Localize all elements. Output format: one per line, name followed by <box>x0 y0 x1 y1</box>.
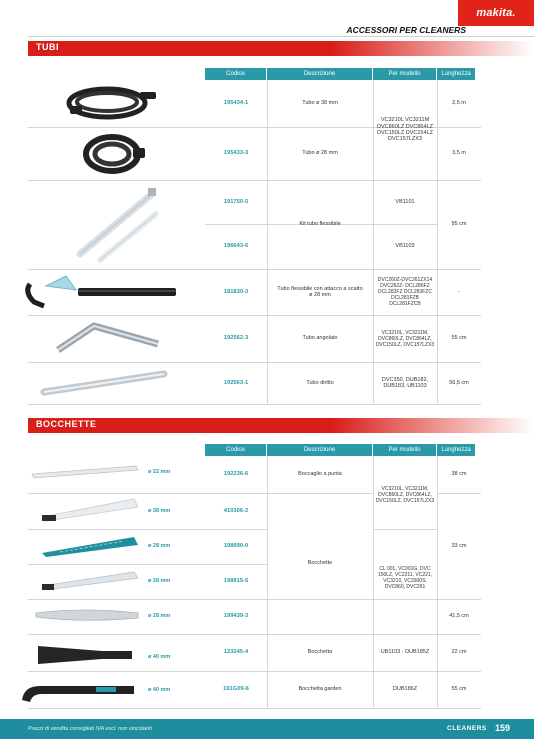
tubi-desc-5: Tubo flessibile con attacco a scatto ø 28 mm <box>277 285 363 298</box>
page-number: 159 <box>495 723 511 733</box>
bocchette-length-5: 41,5 cm <box>449 613 469 620</box>
angled-tube-image <box>54 318 164 358</box>
bocchette-code-2: 410306-2 <box>223 507 249 514</box>
tubi-kit-description: Kit tubo flessibile <box>299 221 341 228</box>
tubi-code-5: 181830-3 <box>223 288 249 295</box>
bocchette-code-3: 198990-0 <box>223 543 249 550</box>
tubi-desc-1: Tubo ø 38 mm <box>302 100 338 107</box>
tubi-code-3: 191750-5 <box>223 198 249 205</box>
brand-bar <box>458 0 534 26</box>
diameter-label-2: ø 38 mm <box>148 508 171 514</box>
diameter-label-7: ø 40 mm <box>148 687 171 693</box>
section-title-bocchette: BOCCHETTE <box>36 419 97 429</box>
blower-nozzle-image <box>36 642 136 668</box>
section-title-tubi: TUBI <box>36 42 59 52</box>
garden-nozzle-image <box>18 676 138 706</box>
bocchette-length-merged: 33 cm <box>451 542 467 549</box>
crevice-nozzle-38-image <box>40 497 140 523</box>
col-header-code: Codice <box>205 68 267 80</box>
tubi-desc-6: Tubo angolato <box>302 335 338 342</box>
bocchette-desc-6: Bocchetta <box>307 649 333 656</box>
footer-section-name: CLEANERS <box>447 725 487 732</box>
bocchette-code-1: 192236-6 <box>223 471 249 478</box>
bocchette-code-4: 198915-5 <box>223 578 249 585</box>
tubi-length-5: - <box>458 288 460 295</box>
tubi-desc-7: Tubo diritto <box>306 379 334 386</box>
bocchette-desc-merged: Bocchette <box>307 560 333 567</box>
bocchette-models-7: DUB186Z <box>392 686 418 693</box>
pointed-nozzle-image <box>30 462 140 482</box>
col-header-length: Lunghezza <box>437 68 475 80</box>
tubi-models-4: VB1103 <box>395 243 415 250</box>
diameter-label-1: ø 22 mm <box>148 469 171 475</box>
diameter-label-4: ø 28 mm <box>148 578 171 584</box>
diameter-label-5: ø 28 mm <box>148 613 171 619</box>
bocchette-desc-7: Bocchetta garden <box>298 686 342 693</box>
bocchette-models-6: UB1103 - DUB185Z <box>380 649 430 656</box>
hose-28mm-image <box>75 130 150 178</box>
makita-logo: makita. <box>476 7 516 19</box>
tubi-length-7: 56,5 cm <box>449 379 469 386</box>
col-header-length: Lunghezza <box>437 444 475 456</box>
bocchette-code-5: 199439-3 <box>223 613 249 620</box>
tubi-desc-2: Tubo ø 28 mm <box>302 150 338 157</box>
col-header-description: Descrizione <box>267 68 373 80</box>
tubi-length-2: 3,5 m <box>452 150 466 157</box>
footer-price-note: Prezzi di vendita consigliati IVA escl. non vincolanti <box>28 726 152 732</box>
bocchette-models-mid: CL 001, VC001G, DVC 150LZ, VC2211, VC221, VC3210, VC3300S, DVC860, DVC261 <box>377 566 433 590</box>
snap-hose-image <box>22 272 180 312</box>
footer-bar <box>0 719 534 739</box>
table-header-bocchette <box>205 444 475 456</box>
bocchette-length-6: 22 cm <box>451 649 467 656</box>
table-header-tubi <box>205 68 475 80</box>
bocchette-length-7: 55 cm <box>451 686 467 693</box>
section-bar-bocchette <box>28 418 534 433</box>
tubi-models-3: VB1101 <box>395 198 415 205</box>
bocchette-length-1: 38 cm <box>451 471 467 478</box>
section-bar-tubi <box>28 41 534 56</box>
tubi-code-2: 195433-3 <box>223 150 249 157</box>
tubi-code-7: 192563-1 <box>223 379 249 386</box>
tubi-code-4: 196643-6 <box>223 243 249 250</box>
col-header-models: Per modello <box>373 444 437 456</box>
bocchette-models-top: VC3210L, VC3211M, DVC860LZ, DVC864LZ, DVC150LZ, DVC157LZX3 <box>375 486 435 504</box>
diameter-label-3: ø 28 mm <box>148 543 171 549</box>
tubi-code-1: 195434-1 <box>223 100 249 107</box>
hose-38mm-image <box>62 80 162 126</box>
bocchette-code-6: 123245-4 <box>223 649 249 656</box>
crevice-nozzle-teal-image <box>40 533 140 559</box>
col-header-models: Per modello <box>373 68 437 80</box>
tubi-kit-length: 95 cm <box>451 221 467 228</box>
tubi-models-5: DVC260Z-DVC261ZX14 DVC262Z- DCL286FZ DCL282FZ DCL283FZC DCL281FZB DCL281FZCB <box>377 277 433 307</box>
straight-tube-image <box>40 366 170 400</box>
bocchette-desc-1: Boccaglio a punta <box>298 471 342 478</box>
tubi-length-1: 2,5 m <box>452 100 466 107</box>
bocchette-code-7: 191G09-6 <box>223 686 249 693</box>
header-divider <box>28 36 534 37</box>
tubi-models-merged: VC3210L VC3211M DVC860LZ DVC864LZ DVC150LZ DVC154LZ DVC157LZX3 <box>377 117 433 143</box>
col-header-description: Descrizione <box>267 444 373 456</box>
crevice-nozzle-28-image <box>40 568 140 592</box>
flexible-tube-kit-image <box>72 186 162 266</box>
long-nozzle-image <box>34 605 140 625</box>
tubi-code-6: 192562-3 <box>223 335 249 342</box>
tubi-models-6: VC3210L, VC3211M, DVC860LZ, DVC864LZ, DVC150LZ, DVC157LZX3 <box>375 329 435 348</box>
page-title: ACCESSORI PER CLEANERS <box>346 25 466 35</box>
tubi-length-6: 55 cm <box>451 335 467 342</box>
tubi-models-7: DVC350, DUB182, DUB183, UB1103 <box>381 376 429 389</box>
col-header-code: Codice <box>205 444 267 456</box>
diameter-label-6: ø 40 mm <box>148 654 171 660</box>
